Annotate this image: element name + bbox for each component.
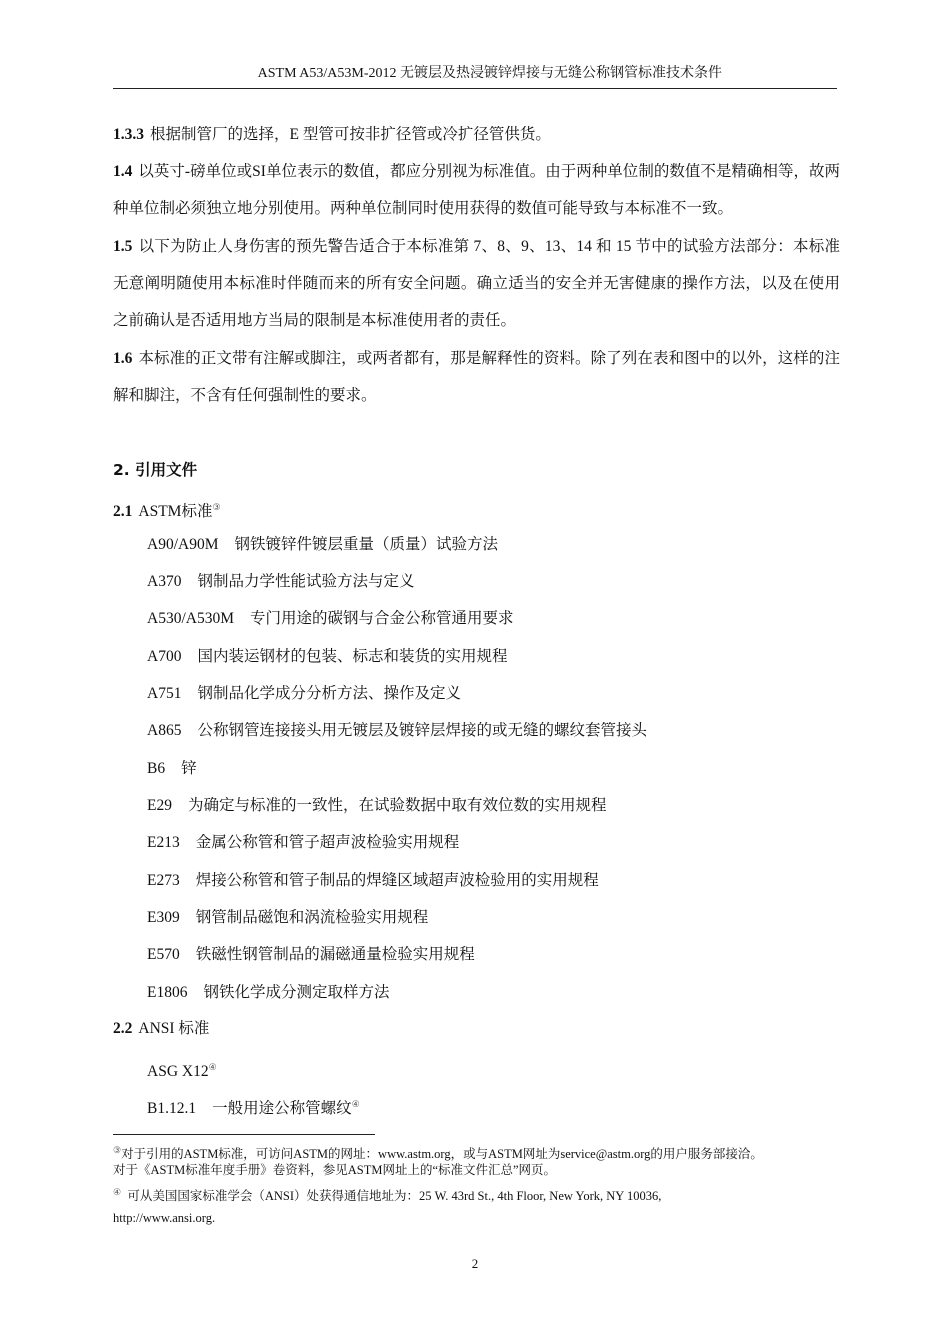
clause-number: 1.5 <box>113 238 133 255</box>
reference-title: 金属公称管和管子超声波检验实用规程 <box>195 834 460 851</box>
reference-item <box>147 981 389 1005</box>
subsection-number: 2.1 <box>113 503 133 521</box>
clause-text: 以下为防止人身伤害的预先警告适合于本标准第 7、8、9、13、14 和 15 节中的试验方法部分：本标准无意阐明随使用本标准时伴随而来的所有安全问题。确立适当的安全并无害健康的操作方法，以及在使用之前确认是否适用地方当局的限制是本标准使用者的责任。 <box>113 238 840 329</box>
clause-number: 1.6 <box>113 350 133 367</box>
reference-code: E273 <box>147 872 180 889</box>
reference-item <box>147 682 461 706</box>
footnote-4-cont <box>113 1207 840 1229</box>
reference-item <box>147 1092 360 1121</box>
reference-code: A370 <box>147 573 182 590</box>
subsection-astm-standards <box>113 493 840 526</box>
footnote-link[interactable]: http://www.ansi.org. <box>113 1211 216 1225</box>
reference-code: B1.12.1 <box>147 1100 197 1118</box>
reference-title: 铁磁性钢管制品的漏磁通量检验实用规程 <box>195 946 475 963</box>
paragraph-1-5 <box>113 228 840 339</box>
subsection-ansi-standards <box>113 1015 840 1043</box>
reference-code: A751 <box>147 685 182 702</box>
reference-item <box>147 533 498 557</box>
footnote-marker: ④ <box>351 1099 360 1109</box>
footnote-4 <box>113 1181 840 1207</box>
reference-code: E1806 <box>147 984 188 1001</box>
header-title: ASTM A53/A53M-2012 无镀层及热浸镀锌焊接与无缝公称钢管标准技术条件 <box>257 66 722 81</box>
reference-item <box>147 645 507 669</box>
reference-code: A865 <box>147 722 182 739</box>
reference-code: E309 <box>147 909 180 926</box>
reference-item <box>147 607 514 631</box>
footnote-text: 对于引用的ASTM标准，可访问ASTM的网址：www.astm.org，或与ASTM网址为service@astm.org的用户服务部接洽。 <box>121 1147 763 1162</box>
footnote-text: 可从美国国家标准学会（ANSI）处获得通信地址为：25 W. 43rd St., 4th Floor, New York, NY 10036, <box>127 1189 662 1204</box>
reference-title: 锌 <box>181 760 197 777</box>
reference-title: 钢制品力学性能试验方法与定义 <box>197 573 415 590</box>
reference-code: E29 <box>147 797 172 814</box>
reference-title: 为确定与标准的一致性，在试验数据中取有效位数的实用规程 <box>187 797 607 814</box>
paragraph-1-3-3 <box>113 116 840 153</box>
reference-item <box>147 1055 217 1084</box>
reference-code: ASG X12 <box>147 1063 209 1081</box>
clause-number: 1.3.3 <box>113 126 144 143</box>
clause-text: 根据制管厂的选择，E 型管可按非扩径管或冷扩径管供货。 <box>150 126 551 143</box>
paragraph-1-4 <box>113 153 840 227</box>
clause-text: 以英寸-磅单位或SI单位表示的数值，都应分别视为标准值。由于两种单位制的数值不是精确相等，故两种单位制必须独立地分别使用。两种单位制同时使用获得的数值可能导致与本标准不一致。 <box>113 163 840 217</box>
reference-item <box>147 757 197 781</box>
paragraph-1-6 <box>113 340 840 414</box>
reference-title: 焊接公称管和管子制品的焊缝区域超声波检验用的实用规程 <box>195 872 599 889</box>
reference-item <box>147 570 414 594</box>
subsection-label: ASTM标准 <box>138 503 213 521</box>
footnote-3-cont <box>113 1159 840 1181</box>
footnote-marker: ③ <box>212 502 221 512</box>
footnote-separator <box>113 1134 375 1135</box>
subsection-number: 2.2 <box>113 1020 133 1037</box>
reference-code: A90/A90M <box>147 536 219 553</box>
reference-code: E570 <box>147 946 180 963</box>
reference-code: A700 <box>147 648 182 665</box>
reference-item <box>147 719 647 743</box>
reference-item <box>147 794 606 818</box>
reference-title: 国内装运钢材的包装、标志和装货的实用规程 <box>197 648 508 665</box>
running-header <box>113 64 837 89</box>
reference-item <box>147 906 428 930</box>
subsection-label: ANSI 标准 <box>138 1020 210 1037</box>
reference-title: 公称钢管连接接头用无镀层及镀锌层焊接的或无缝的螺纹套管接头 <box>197 722 647 739</box>
reference-title: 专门用途的碳钢与合金公称管通用要求 <box>249 610 514 627</box>
footnote-marker: ③ <box>113 1145 122 1155</box>
page-number: 2 <box>471 1256 479 1271</box>
clause-text: 本标准的正文带有注解或脚注，或两者都有，那是解释性的资料。除了列在表和图中的以外，这样的注解和脚注，不含有任何强制性的要求。 <box>113 350 840 404</box>
reference-item <box>147 869 599 893</box>
footnote-text: 对于《ASTM标准年度手册》卷资料，参见ASTM网址上的“标准文件汇总”网页。 <box>113 1163 557 1177</box>
reference-code: B6 <box>147 760 166 777</box>
reference-title: 钢制品化学成分分析方法、操作及定义 <box>197 685 461 702</box>
section-heading-referenced-documents: 2. 引用文件 <box>113 461 198 479</box>
reference-title: 钢管制品磁饱和涡流检验实用规程 <box>195 909 429 926</box>
clause-number: 1.4 <box>113 163 133 180</box>
footnote-marker: ④ <box>113 1187 122 1197</box>
reference-title: 钢铁化学成分测定取样方法 <box>203 984 390 1001</box>
reference-item <box>147 943 475 967</box>
footnote-marker: ④ <box>208 1062 217 1072</box>
reference-title: 钢铁镀锌件镀层重量（质量）试验方法 <box>234 536 498 553</box>
reference-title: 一般用途公称管螺纹 <box>212 1100 352 1118</box>
reference-item <box>147 831 459 855</box>
reference-code: E213 <box>147 834 180 851</box>
reference-code: A530/A530M <box>147 610 234 627</box>
